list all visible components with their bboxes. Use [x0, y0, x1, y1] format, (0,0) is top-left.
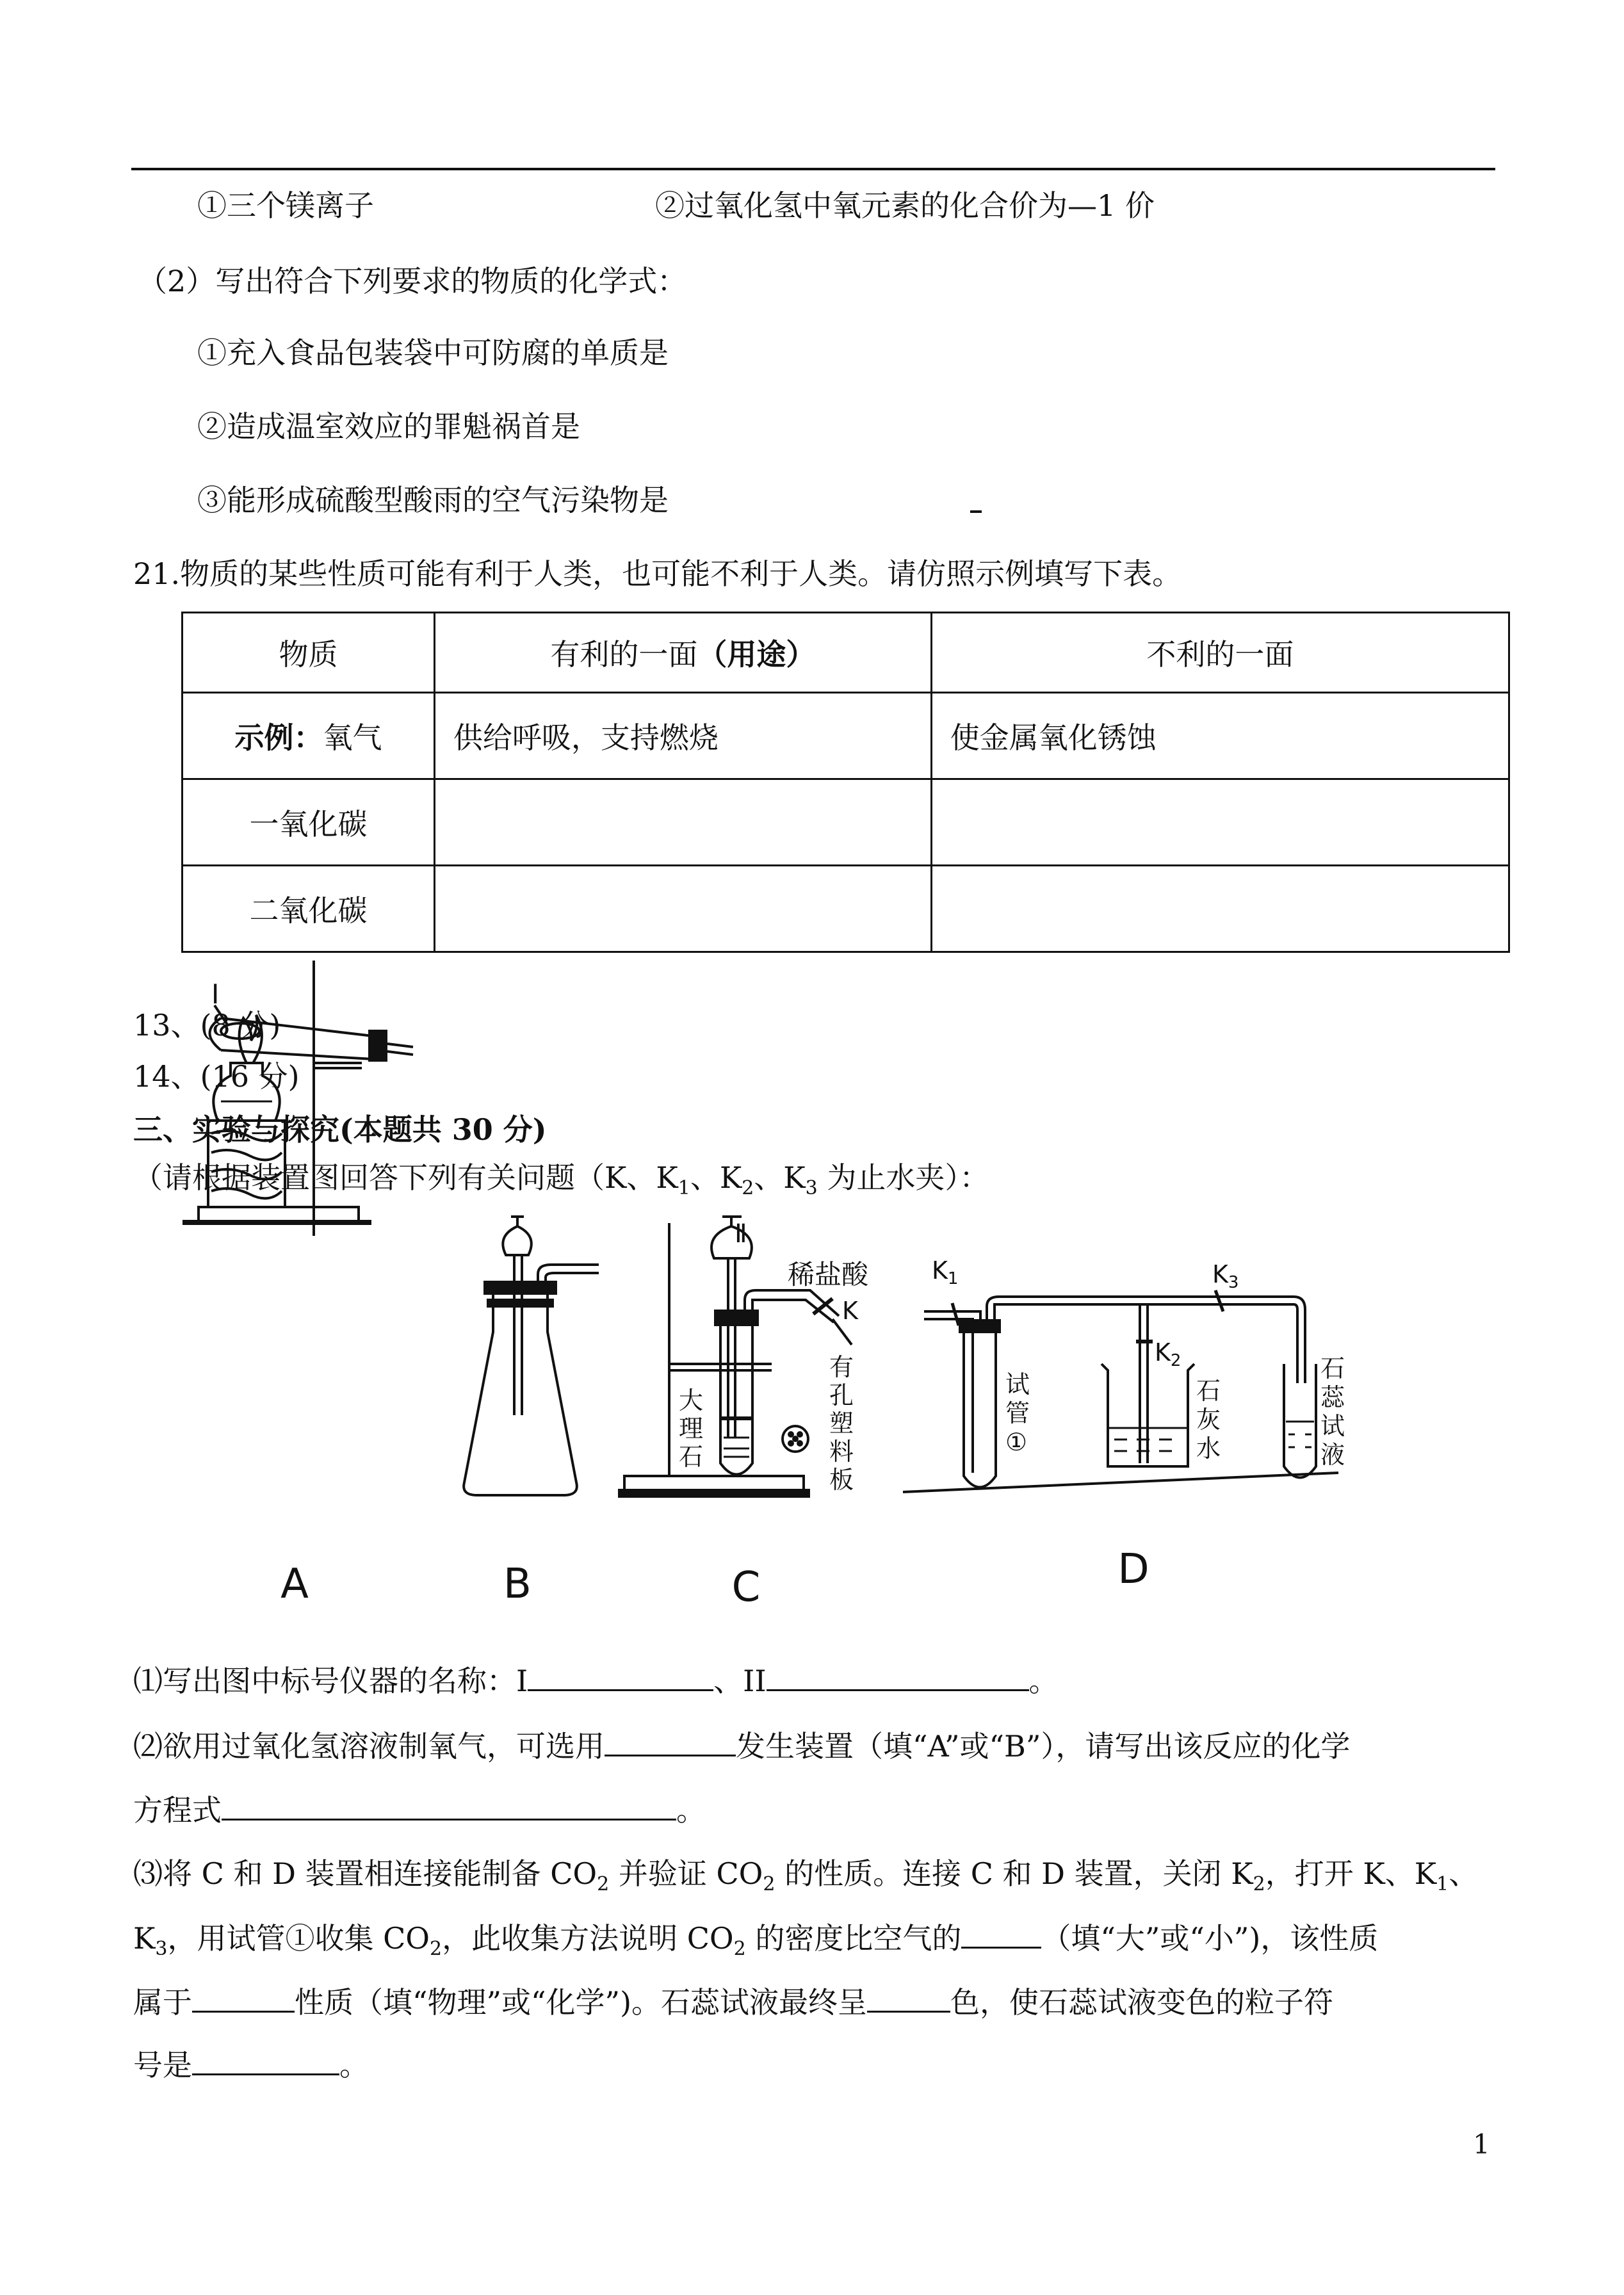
- instr-part: 为止水夹）：: [817, 1160, 989, 1195]
- example-harm: 使金属氧化锈蚀: [931, 693, 1509, 779]
- instr-part: 、K: [690, 1160, 742, 1195]
- q1-text: ⑴写出图中标号仪器的名称：I: [133, 1664, 528, 1698]
- q20-item2: ②过氧化氢中氧元素的化合价为—1 价: [655, 188, 1155, 223]
- plate-char: 料: [829, 1438, 854, 1466]
- marble-char: 石: [679, 1443, 704, 1471]
- plate-char: 塑: [829, 1409, 854, 1438]
- tube-char: 管: [1005, 1399, 1030, 1427]
- q3-text: 。: [339, 2048, 369, 2082]
- test-tube-1: [964, 1329, 996, 1488]
- q20-sub1: ①充入食品包装袋中可防腐的单质是: [197, 336, 669, 370]
- q3-line3: [133, 1985, 1333, 2020]
- caption-a: A: [280, 1561, 309, 1608]
- litmus-char: 石: [1320, 1354, 1345, 1383]
- plate-char: 板: [829, 1466, 854, 1494]
- q3-text: 号是: [133, 2048, 192, 2082]
- q3-text: 性质（填“物理”或“化学”)。石蕊试液最终呈: [295, 1985, 868, 2020]
- q3-text: K: [133, 1921, 156, 1956]
- label-acid: 稀盐酸: [788, 1259, 869, 1290]
- q21-prompt: 21.物质的某些性质可能有利于人类，也可能不利于人类。请仿照示例填写下表。: [133, 556, 1182, 591]
- instr-part: （请根据装置图回答下列有关问题（K、K: [133, 1160, 678, 1195]
- score-14: 14、(16 分): [133, 1059, 300, 1094]
- q3-sub: 3: [155, 1938, 168, 1961]
- example-substance: 氧气: [323, 720, 382, 755]
- answer-blank-density[interactable]: [961, 1921, 1041, 1949]
- q1-text: 。: [1028, 1664, 1059, 1698]
- litmus-char: 液: [1320, 1441, 1345, 1469]
- q3-sub: 2: [1253, 1873, 1265, 1896]
- row-co2: 二氧化碳: [183, 866, 435, 952]
- example-label: 示例：: [234, 720, 323, 755]
- q3-line4: [133, 2048, 369, 2082]
- label-k3: $K_3$: [1212, 1260, 1239, 1292]
- instr-sub: 1: [678, 1177, 690, 1200]
- answer-blank-equation[interactable]: [222, 1793, 676, 1821]
- q3-text: 的性质。连接 C 和 D 装置，关闭 K: [775, 1856, 1253, 1891]
- caption-c: C: [731, 1564, 761, 1611]
- q20-sub2: ②造成温室效应的罪魁祸首是: [197, 409, 580, 444]
- alcohol-lamp: [213, 1063, 279, 1121]
- q3-line1: [133, 1857, 1478, 1896]
- q2-text: 方程式: [133, 1793, 222, 1828]
- instr-part: 、K: [754, 1160, 806, 1195]
- marble-char: 理: [679, 1415, 704, 1443]
- q20-item1: ①三个镁离子: [197, 188, 374, 223]
- q3-text: ，打开 K、K: [1265, 1856, 1437, 1891]
- instr-sub: 2: [742, 1177, 754, 1200]
- page-number: 1: [1473, 2129, 1490, 2160]
- q3-text: ⑶将 C 和 D 装置相连接能制备 CO: [133, 1856, 597, 1891]
- example-benefit: 供给呼吸，支持燃烧: [434, 693, 931, 779]
- q3-text: （填“大”或“小”)，该性质: [1041, 1921, 1379, 1956]
- q3-sub: 2: [733, 1938, 746, 1961]
- litmus-char: 试: [1320, 1412, 1345, 1440]
- litmus-char: 蕊: [1320, 1383, 1345, 1411]
- q3-text: ，用试管①收集 CO: [167, 1921, 430, 1956]
- q3-text: 并验证 CO: [609, 1856, 763, 1891]
- q3-text: 色，使石蕊试液变色的粒子符: [950, 1985, 1334, 2020]
- q2-line2: [133, 1793, 706, 1828]
- marble-char: 大: [679, 1386, 704, 1415]
- lime-char: 水: [1196, 1434, 1221, 1463]
- answer-blank-property[interactable]: [192, 1985, 295, 2013]
- label-k2: $K_2$: [1155, 1338, 1181, 1370]
- tube-char: ①: [1005, 1428, 1028, 1456]
- plate-char: 孔: [829, 1381, 854, 1409]
- answer-blank-color[interactable]: [867, 1985, 950, 2013]
- q2-text: 。: [676, 1793, 706, 1828]
- row-co: 一氧化碳: [183, 779, 435, 866]
- q3-sub: 2: [597, 1873, 610, 1896]
- q3-sub: 1: [1436, 1873, 1449, 1896]
- q3-text: ，此收集方法说明 CO: [442, 1921, 734, 1956]
- label-k1: $K_1$: [932, 1256, 959, 1288]
- header-harm: 不利的一面: [931, 613, 1509, 693]
- section3-heading: 三、实验与探究(本题共 30 分): [133, 1112, 547, 1147]
- conical-flask: [464, 1287, 577, 1495]
- label-ii: Ⅱ: [735, 1219, 747, 1249]
- answer-blank-particle[interactable]: [192, 2048, 339, 2075]
- plate-char: 有: [829, 1353, 854, 1381]
- tube-char: 试: [1005, 1370, 1030, 1399]
- apparatus-d: [903, 1290, 1338, 1492]
- q1-text: 、II: [713, 1664, 767, 1698]
- q3-text: 属于: [133, 1985, 192, 2020]
- q20-part2-intro: （2）写出符合下列要求的物质的化学式：: [138, 264, 687, 298]
- label-k: K: [842, 1297, 858, 1325]
- q3-sub: 2: [430, 1938, 443, 1961]
- q3-text: 、: [1449, 1856, 1479, 1891]
- q2-line1: [133, 1729, 1350, 1764]
- q2-text: 发生装置（填“A”或“B”），请写出该反应的化学: [736, 1729, 1351, 1764]
- q3-text: 的密度比空气的: [745, 1921, 962, 1956]
- apparatus-b: [464, 1217, 599, 1495]
- q2-text: ⑵欲用过氧化氢溶液制氧气，可选用: [133, 1729, 605, 1764]
- label-i: I: [211, 978, 220, 1010]
- answer-blank-i[interactable]: [528, 1664, 713, 1691]
- score-13: 13、(8 分): [133, 1008, 281, 1042]
- header-use: （用途）: [697, 637, 816, 672]
- lime-char: 灰: [1196, 1406, 1221, 1434]
- separatory-funnel: [503, 1226, 531, 1255]
- header-benefit-text: 有利的一面: [550, 637, 698, 672]
- q20-sub3: ③能形成硫酸型酸雨的空气污染物是: [197, 483, 669, 517]
- caption-b: B: [503, 1561, 532, 1608]
- lime-char: 石: [1196, 1377, 1221, 1405]
- answer-blank-ii[interactable]: [767, 1664, 1029, 1691]
- q3-sub: 2: [763, 1873, 775, 1896]
- instr-sub: 3: [805, 1177, 818, 1200]
- q3-line2: [133, 1921, 1378, 1961]
- header-substance: 物质: [183, 613, 435, 693]
- caption-d: D: [1117, 1546, 1149, 1593]
- q1-line: [133, 1664, 1059, 1698]
- answer-blank-device[interactable]: [605, 1729, 736, 1756]
